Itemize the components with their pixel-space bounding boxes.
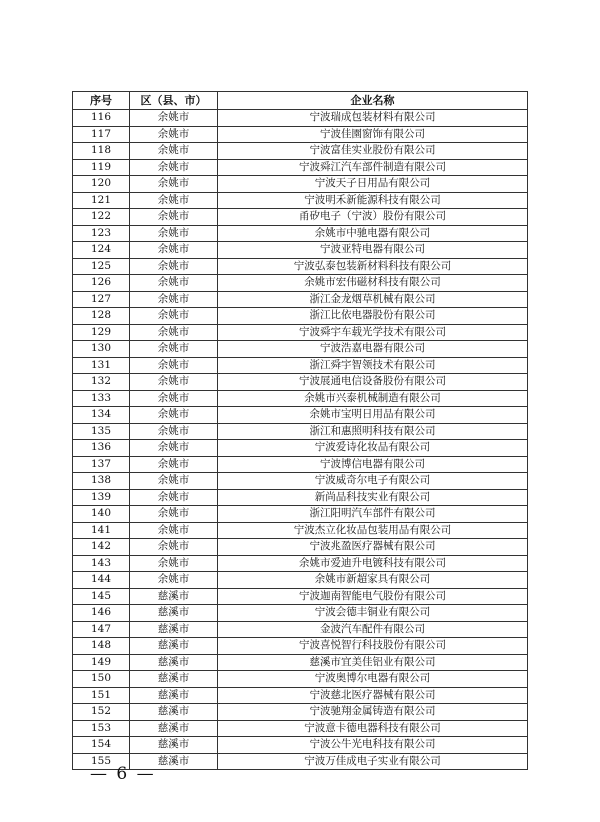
cell-company-name: 宁波公牛光电科技有限公司 [218,737,528,754]
cell-serial-number: 150 [73,671,130,688]
cell-district: 余姚市 [130,390,218,407]
cell-serial-number: 153 [73,720,130,737]
cell-serial-number: 152 [73,704,130,721]
cell-district: 慈溪市 [130,638,218,655]
cell-serial-number: 125 [73,258,130,275]
cell-serial-number: 116 [73,110,130,127]
cell-serial-number: 146 [73,605,130,622]
cell-district: 余姚市 [130,506,218,523]
cell-serial-number: 121 [73,192,130,209]
cell-company-name: 宁波迦南智能电气股份有限公司 [218,588,528,605]
table-row [73,456,528,473]
cell-company-name: 新尚品科技实业有限公司 [218,489,528,506]
cell-district: 余姚市 [130,242,218,259]
table-header-row [73,92,528,110]
cell-company-name: 宁波浩嘉电器有限公司 [218,341,528,358]
cell-district: 余姚市 [130,126,218,143]
cell-serial-number: 134 [73,407,130,424]
cell-serial-number: 124 [73,242,130,259]
cell-district: 余姚市 [130,291,218,308]
cell-serial-number: 147 [73,621,130,638]
cell-company-name: 宁波瑞成包装材料有限公司 [218,110,528,127]
cell-serial-number: 126 [73,275,130,292]
cell-district: 余姚市 [130,522,218,539]
cell-district: 余姚市 [130,159,218,176]
cell-serial-number: 128 [73,308,130,325]
cell-company-name: 宁波慈北医疗器械有限公司 [218,687,528,704]
table-row [73,390,528,407]
cell-district: 余姚市 [130,440,218,457]
cell-serial-number: 154 [73,737,130,754]
cell-serial-number: 130 [73,341,130,358]
table-row [73,407,528,424]
table-row [73,555,528,572]
cell-serial-number: 143 [73,555,130,572]
cell-company-name: 浙江舜宇智领技术有限公司 [218,357,528,374]
cell-company-name: 浙江和惠照明科技有限公司 [218,423,528,440]
cell-district: 慈溪市 [130,720,218,737]
cell-district: 余姚市 [130,489,218,506]
cell-serial-number: 148 [73,638,130,655]
enterprise-table [72,91,528,770]
cell-company-name: 浙江阳明汽车部件有限公司 [218,506,528,523]
cell-district: 慈溪市 [130,671,218,688]
cell-district: 余姚市 [130,225,218,242]
table-row [73,291,528,308]
table-row [73,737,528,754]
table-row [73,143,528,160]
cell-district: 余姚市 [130,407,218,424]
cell-district: 慈溪市 [130,588,218,605]
table-row [73,324,528,341]
cell-district: 余姚市 [130,275,218,292]
cell-company-name: 浙江比依电器股份有限公司 [218,308,528,325]
table-row [73,423,528,440]
cell-serial-number: 140 [73,506,130,523]
table-row [73,473,528,490]
cell-district: 余姚市 [130,374,218,391]
cell-serial-number: 131 [73,357,130,374]
cell-company-name: 宁波意卡德电器科技有限公司 [218,720,528,737]
cell-district: 余姚市 [130,539,218,556]
cell-district: 余姚市 [130,308,218,325]
cell-serial-number: 132 [73,374,130,391]
table-row [73,654,528,671]
cell-district: 余姚市 [130,572,218,589]
table-row [73,374,528,391]
cell-company-name: 余姚市宏伟磁材科技有限公司 [218,275,528,292]
cell-district: 余姚市 [130,555,218,572]
table-row [73,522,528,539]
cell-serial-number: 138 [73,473,130,490]
cell-serial-number: 151 [73,687,130,704]
table-body [73,110,528,770]
table-row [73,489,528,506]
table-row [73,258,528,275]
cell-company-name: 宁波富佳实业股份有限公司 [218,143,528,160]
page-number: — 6 — [90,764,156,784]
cell-district: 慈溪市 [130,687,218,704]
table-row [73,671,528,688]
cell-district: 慈溪市 [130,753,218,770]
cell-company-name: 浙江金龙烟草机械有限公司 [218,291,528,308]
cell-district: 慈溪市 [130,654,218,671]
table-row [73,704,528,721]
cell-serial-number: 145 [73,588,130,605]
cell-company-name: 宁波展通电信设备股份有限公司 [218,374,528,391]
table-row [73,242,528,259]
cell-district: 余姚市 [130,456,218,473]
table-row [73,440,528,457]
table-row [73,638,528,655]
cell-company-name: 余姚市宝明日用品有限公司 [218,407,528,424]
cell-serial-number: 120 [73,176,130,193]
table-row [73,176,528,193]
table-row [73,209,528,226]
cell-company-name: 宁波喜悦智行科技股份有限公司 [218,638,528,655]
cell-company-name: 宁波佳園窗饰有限公司 [218,126,528,143]
cell-serial-number: 135 [73,423,130,440]
table-row [73,605,528,622]
cell-district: 余姚市 [130,209,218,226]
cell-serial-number: 133 [73,390,130,407]
cell-serial-number: 136 [73,440,130,457]
cell-serial-number: 122 [73,209,130,226]
cell-district: 慈溪市 [130,737,218,754]
table-row [73,159,528,176]
table-row [73,506,528,523]
cell-serial-number: 155 [73,753,130,770]
cell-company-name: 甬矽电子（宁波）股份有限公司 [218,209,528,226]
cell-company-name: 宁波博信电器有限公司 [218,456,528,473]
cell-serial-number: 141 [73,522,130,539]
cell-district: 慈溪市 [130,621,218,638]
table-row [73,110,528,127]
cell-company-name: 宁波舜宇车载光学技术有限公司 [218,324,528,341]
cell-district: 余姚市 [130,324,218,341]
cell-district: 慈溪市 [130,704,218,721]
cell-company-name: 宁波天子日用品有限公司 [218,176,528,193]
cell-company-name: 宁波威奇尔电子有限公司 [218,473,528,490]
table-row [73,126,528,143]
cell-company-name: 宁波奥博尔电器有限公司 [218,671,528,688]
cell-district: 余姚市 [130,143,218,160]
cell-serial-number: 117 [73,126,130,143]
table-row [73,275,528,292]
cell-serial-number: 127 [73,291,130,308]
cell-district: 余姚市 [130,176,218,193]
table-row [73,572,528,589]
cell-company-name: 慈溪市宜美佳铝业有限公司 [218,654,528,671]
table-row [73,357,528,374]
cell-district: 余姚市 [130,110,218,127]
cell-serial-number: 142 [73,539,130,556]
cell-company-name: 余姚市中驰电器有限公司 [218,225,528,242]
cell-district: 余姚市 [130,473,218,490]
cell-serial-number: 149 [73,654,130,671]
cell-company-name: 宁波杰立化妆品包装用品有限公司 [218,522,528,539]
cell-district: 余姚市 [130,258,218,275]
cell-company-name: 宁波万佳成电子实业有限公司 [218,753,528,770]
table-row [73,687,528,704]
table-row [73,308,528,325]
cell-company-name: 余姚市新超家具有限公司 [218,572,528,589]
header-company-name: 企业名称 [218,92,528,110]
cell-serial-number: 119 [73,159,130,176]
header-district: 区（县、市） [130,92,218,110]
cell-company-name: 宁波爱诗化妆品有限公司 [218,440,528,457]
table-row [73,192,528,209]
cell-company-name: 宁波兆盈医疗器械有限公司 [218,539,528,556]
cell-district: 余姚市 [130,341,218,358]
table-row [73,720,528,737]
cell-serial-number: 129 [73,324,130,341]
table-row [73,341,528,358]
table-row [73,621,528,638]
cell-company-name: 宁波舜江汽车部件制造有限公司 [218,159,528,176]
header-serial-number: 序号 [73,92,130,110]
cell-serial-number: 118 [73,143,130,160]
cell-district: 余姚市 [130,423,218,440]
cell-company-name: 宁波驰翔金属铸造有限公司 [218,704,528,721]
table-row [73,225,528,242]
cell-company-name: 宁波明禾新能源科技有限公司 [218,192,528,209]
cell-company-name: 宁波亚特电器有限公司 [218,242,528,259]
cell-serial-number: 144 [73,572,130,589]
cell-serial-number: 137 [73,456,130,473]
cell-district: 慈溪市 [130,605,218,622]
cell-company-name: 宁波弘泰包装新材料科技有限公司 [218,258,528,275]
cell-company-name: 宁波会德丰铜业有限公司 [218,605,528,622]
table-row [73,539,528,556]
table-row [73,588,528,605]
cell-district: 余姚市 [130,192,218,209]
cell-company-name: 金波汽车配件有限公司 [218,621,528,638]
cell-company-name: 余姚市兴泰机械制造有限公司 [218,390,528,407]
cell-serial-number: 123 [73,225,130,242]
cell-district: 余姚市 [130,357,218,374]
cell-serial-number: 139 [73,489,130,506]
cell-company-name: 余姚市爱迪升电镀科技有限公司 [218,555,528,572]
